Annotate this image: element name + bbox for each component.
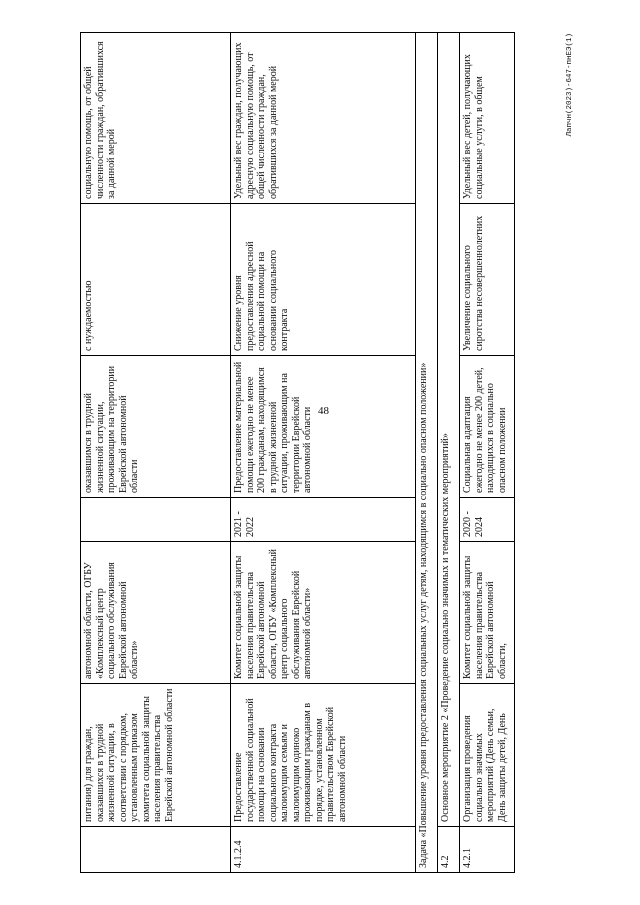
result: с нуждаемостью bbox=[81, 204, 231, 356]
volume: оказавшимся в трудной жизненной ситуации, проживающим на территории Еврейской автономной области bbox=[81, 356, 231, 498]
executor: автономной области, ОГБУ «Комплексный центр социального обслуживания Еврейской автономной области» bbox=[81, 542, 231, 684]
indicator: социальную помощь, от общей численности граждан, обратившихся за данной мерой bbox=[81, 33, 231, 204]
volume: Социальная адаптация ежегодно не менее 200 детей, находящихся в социально опасном положении bbox=[460, 356, 515, 498]
row-number: 4.2.1 bbox=[460, 827, 515, 873]
rotated-table-container bbox=[80, 33, 574, 873]
section-number: 4.2 bbox=[438, 827, 460, 873]
period: 2021 - 2022 bbox=[231, 498, 416, 542]
task-heading: Задача «Повышение уровня предоставления социальных услуг детям, находящимся в социально опасном положении» bbox=[416, 33, 438, 873]
result: Снижение уровня предоставления адресной социальной помощи на основании социального контракта bbox=[231, 204, 416, 356]
table-row bbox=[231, 33, 416, 873]
indicator: Удельный вес детей, получающих социальные услуги, в общем bbox=[460, 33, 515, 204]
volume: Предоставление материальной помощи ежегодно не менее 200 гражданам, находящимся в трудной жизненной ситуации, проживающим на территории Еврейской автономной области bbox=[231, 356, 416, 498]
executor: Комитет социальной защиты населения правительства Еврейской автономной области, ОГБУ «Комплексный центр социального обслуживания Еврейской автономной области» bbox=[231, 542, 416, 684]
executor: Комитет социальной защиты населения правительства Еврейской автономной области, bbox=[460, 542, 515, 684]
measures-table bbox=[80, 32, 515, 873]
footer-code: Лапчн(2023)-647-пнЕЭ(1) bbox=[566, 33, 574, 137]
period bbox=[81, 498, 231, 542]
section-row bbox=[438, 33, 460, 873]
measure-name: Предоставление государственной социальной помощи на основании социального контракта малоимущим семьям и малоимущим одиноко проживающим гражданам в порядке, установленном правительством Еврейской автономной области bbox=[231, 684, 416, 827]
row-number bbox=[81, 827, 231, 873]
row-number: 4.1.2.4 bbox=[231, 827, 416, 873]
task-heading-row bbox=[416, 33, 438, 873]
result: Увеличение социального сиротства несовершеннолетних bbox=[460, 204, 515, 356]
measure-name: питания) для граждан, оказавшихся в трудной жизненной ситуации, в соответствии с порядком, установленным приказом комитета социальной защиты населения правительства Еврейской автономной области bbox=[81, 684, 231, 827]
indicator: Удельный вес граждан, получающих адресную социальную помощь, от общей численности граждан, обратившихся за данной мерой bbox=[231, 33, 416, 204]
section-name: Основное мероприятие 2 «Проведение социально значимых и тематических мероприятий» bbox=[438, 33, 460, 827]
page-number: 48 bbox=[318, 405, 329, 417]
period: 2020 - 2024 bbox=[460, 498, 515, 542]
table-row bbox=[460, 33, 515, 873]
table-row bbox=[81, 33, 231, 873]
measure-name: Организация проведения социально значимых мероприятий (День семьи, День защиты детей, День bbox=[460, 684, 515, 827]
